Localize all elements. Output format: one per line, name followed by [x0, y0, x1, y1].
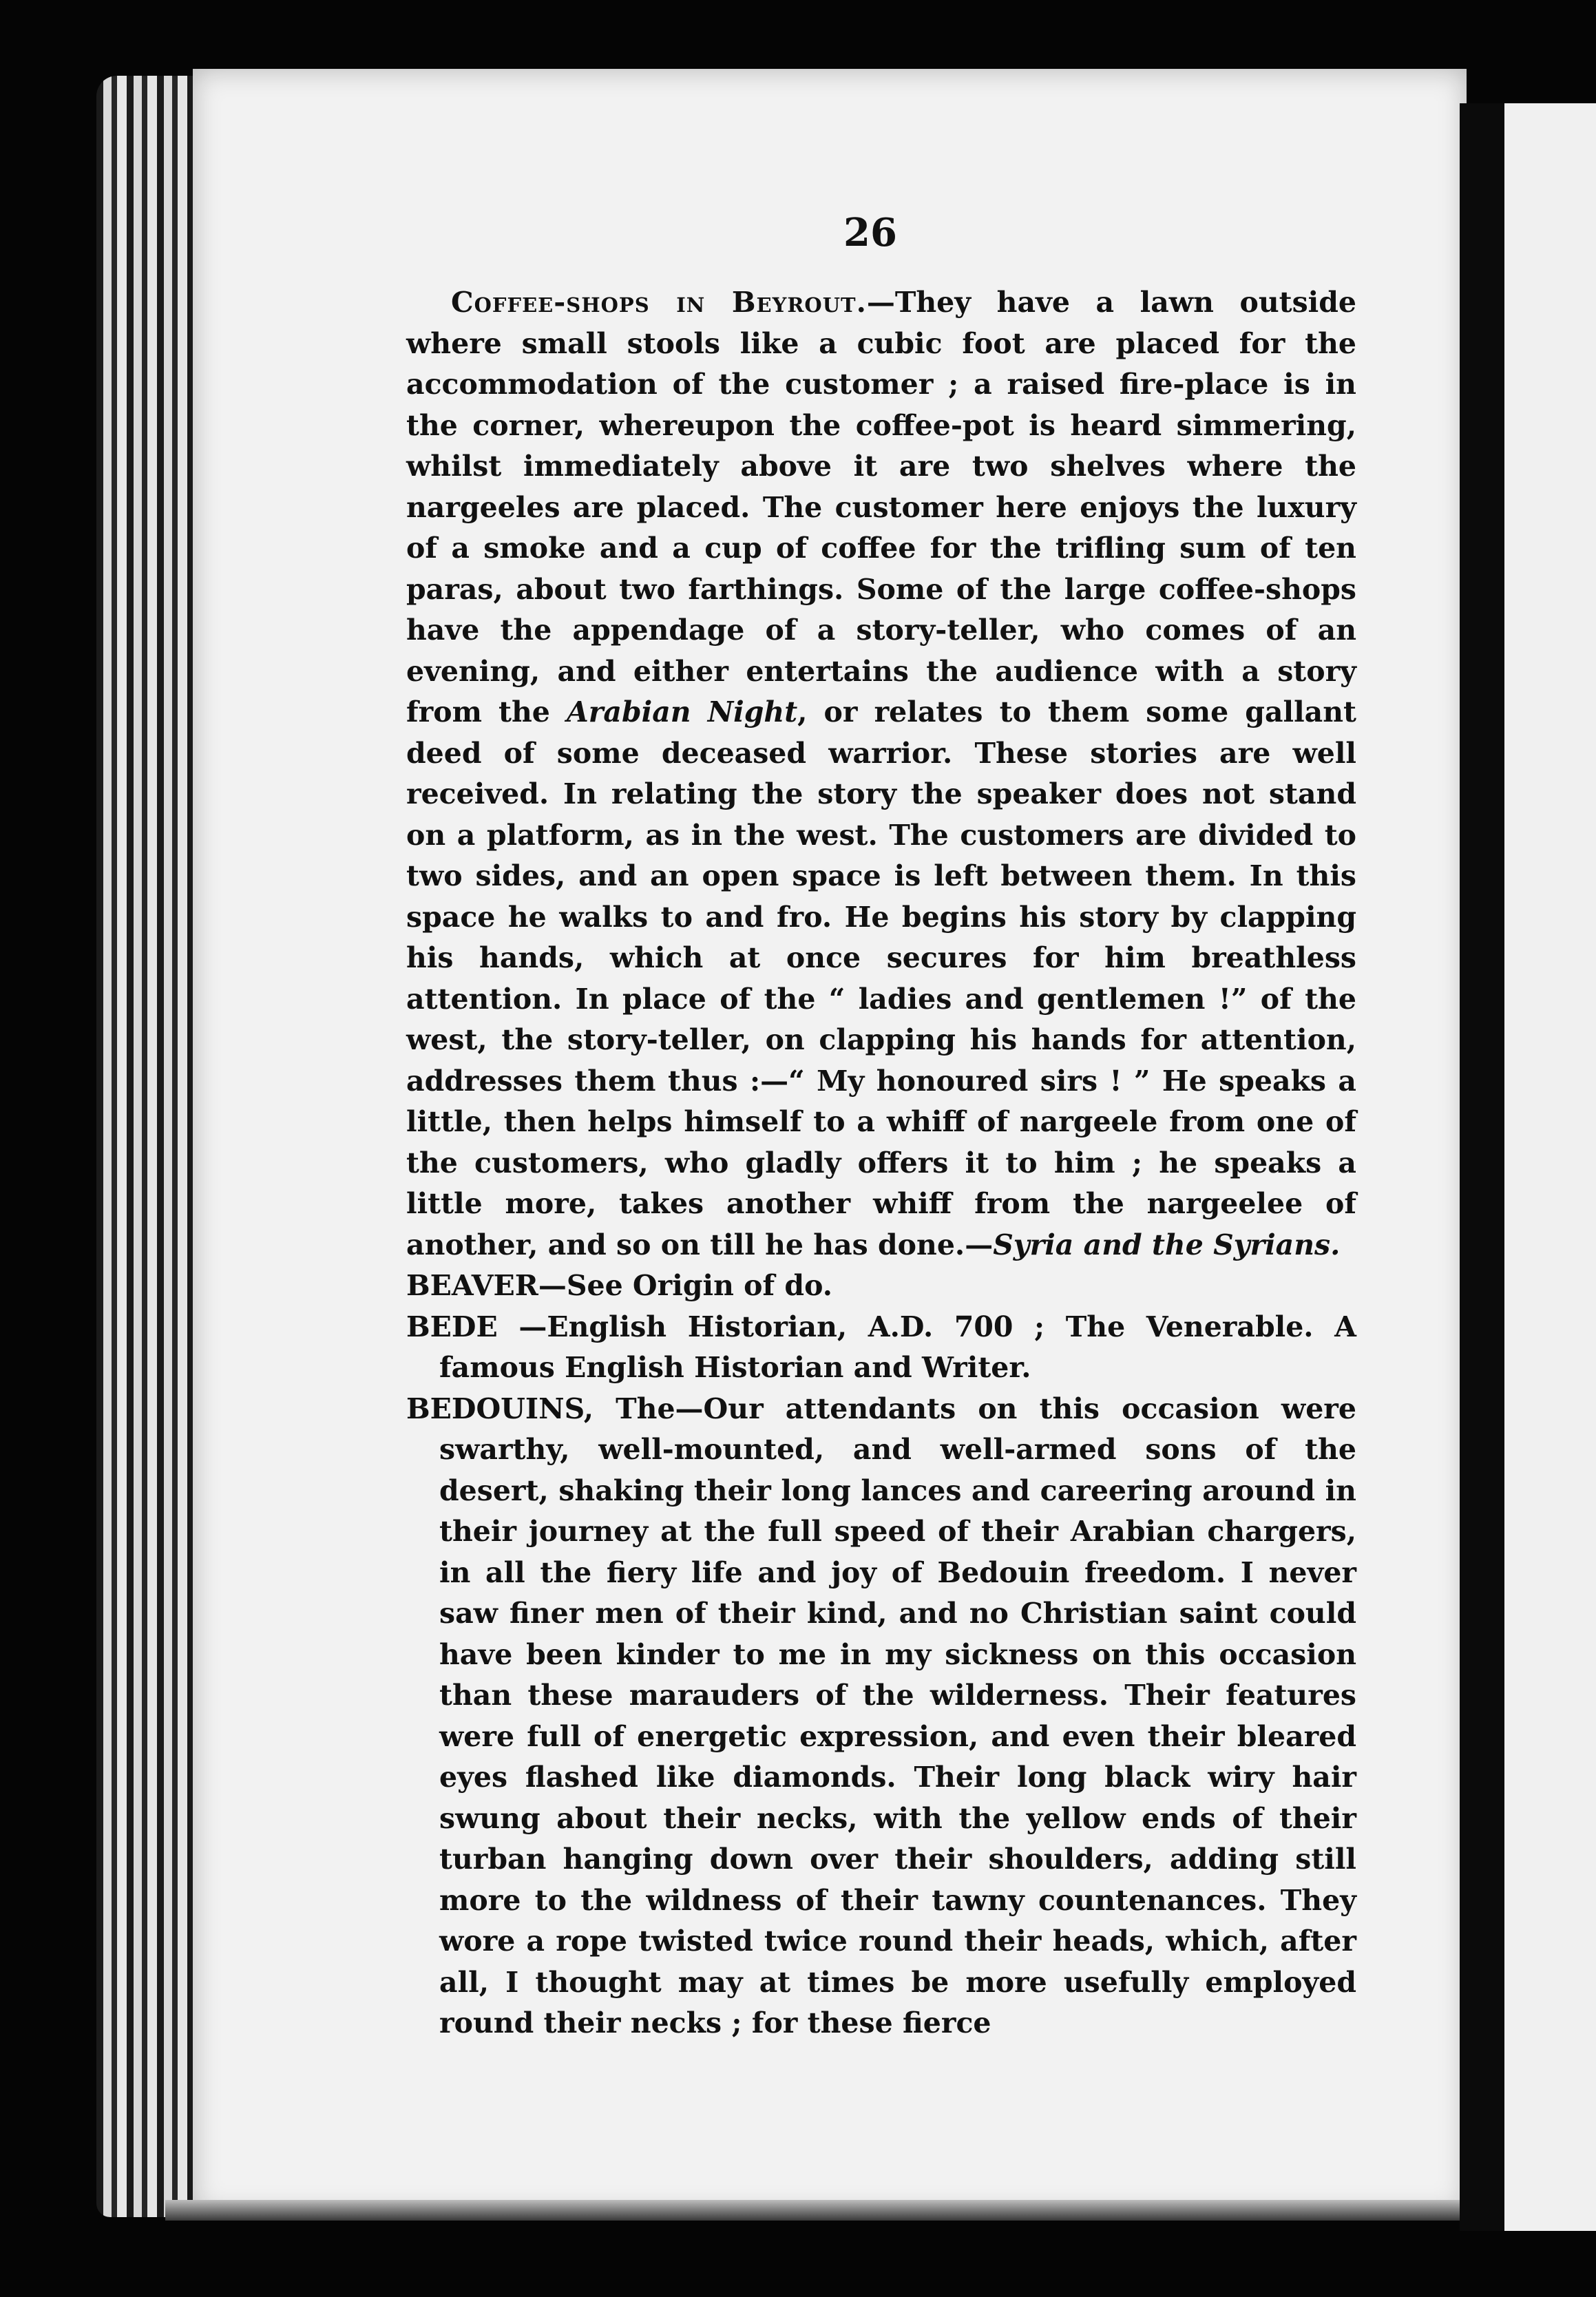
entry-body: —See Origin of do.: [538, 1269, 832, 1302]
entry-body: —English Historian, A.D. 700 ; The Venerable. A famous English Historian and Writer.: [439, 1310, 1356, 1384]
facing-page-edge: [1504, 103, 1596, 2231]
binding-gutter: [1460, 103, 1504, 2231]
entry-coffee-shops: [406, 282, 1356, 1266]
page-number: 26: [843, 210, 897, 255]
entry-beaver: [406, 1266, 1356, 1307]
stacked-page-edges: [96, 76, 200, 2217]
page-text: [406, 282, 1356, 2044]
entry-body: —They have a lawn outside where small stools like a cubic foot are placed for the accommodation of the customer ; a raised fire-place is in the corner, whereupon the coffee-pot is heard simmering, whilst immediately above it are two shelves where the nargeeles are placed. The customer here enjoys the luxury of a smoke and a cup of coffee for the trifling sum of ten paras, about two farthings. Some of the large coffee-shops have the appendage of a story-teller, who comes of an evening, and either entertains the audience with a story from the: [406, 286, 1356, 728]
entry-heading: BEDE: [406, 1310, 498, 1343]
entry-heading: BEDOUINS, The: [406, 1392, 675, 1425]
page-bottom-edge: [165, 2200, 1473, 2221]
entry-body-continued: , or relates to them some gallant deed of some deceased warrior. These stories are well received. In relating the story the speaker does not stand on a platform, as in the west. The customers are divided to two sides, and an open space is left between them. In this space he walks to and fro. He begins his story by clapping his hands, which at once secures for him breathless attention. In place of the “ ladies and gentlemen !” of the west, the story-teller, on clapping his hands for attention, addresses them thus :—“ My honoured sirs ! ” He speaks a little, then helps himself to a whiff of nargeele from one of the customers, who gladly offers it to him ; he speaks a little more, takes another whiff from the nargeelee of another, and so on till he has done.—: [406, 695, 1356, 1261]
entry-body: —Our attendants on this occasion were swarthy, well-mounted, and well-armed sons of the desert, shaking their long lances and careering around in their journey at the full speed of their Arabian chargers, in all the fiery life and joy of Bedouin freedom. I never saw finer men of their kind, and no Christian saint could have been kinder to me in my sickness on this occasion than these marauders of the wilderness. Their features were full of energetic expression, and even their bleared eyes flashed like diamonds. Their long black wiry hair swung about their necks, with the yellow ends of their turban hanging down over their shoulders, adding still more to the wildness of their tawny countenances. They wore a rope twisted twice round their heads, which, after all, I thought may at times be more usefully employed round their necks ; for these fierce: [439, 1392, 1356, 2039]
source-citation: Syria and the Syrians.: [993, 1228, 1341, 1261]
entry-heading: Coffee-shops in Beyrout.: [451, 286, 867, 319]
entry-bede: [406, 1307, 1356, 1389]
book-title: Arabian Night: [567, 695, 798, 728]
entry-bedouins: [406, 1389, 1356, 2044]
entry-heading: BEAVER: [406, 1269, 538, 1302]
